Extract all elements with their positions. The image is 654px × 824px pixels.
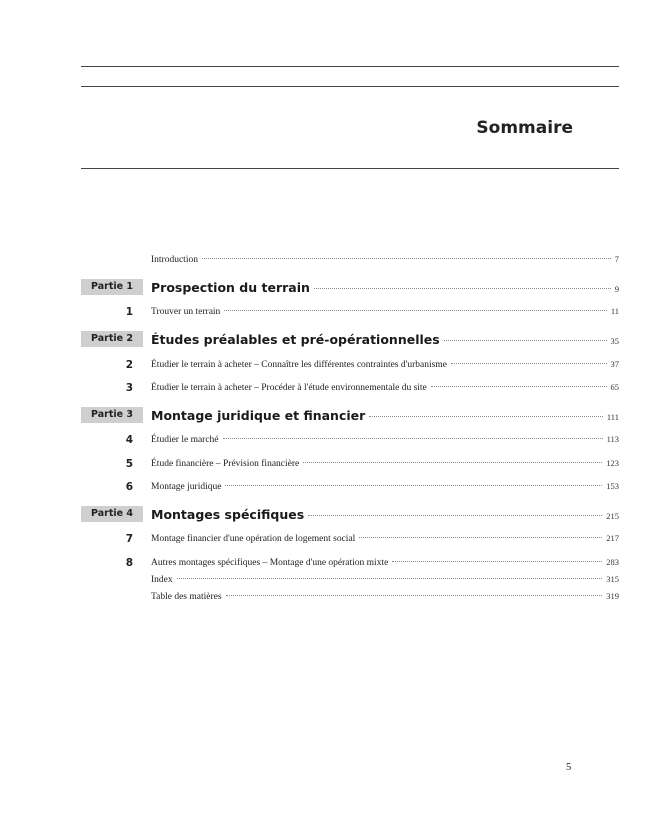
entry-label: Autres montages spécifiques – Montage d'une opération mixte bbox=[151, 558, 389, 568]
leader-dots bbox=[444, 340, 607, 341]
entry-page: 113 bbox=[606, 434, 619, 444]
part-label: Prospection du terrain bbox=[151, 280, 310, 295]
chapter-number: 3 bbox=[125, 382, 133, 394]
entry-label: Montage financier d'une opération de logement social bbox=[151, 534, 356, 544]
entry-page: 217 bbox=[606, 533, 619, 543]
chapter-number: 5 bbox=[125, 458, 133, 470]
leader-dots bbox=[226, 595, 603, 596]
chapter-number: 7 bbox=[125, 533, 133, 545]
entry-page: 319 bbox=[606, 591, 619, 601]
entry-page: 123 bbox=[606, 458, 619, 468]
top-rule-2 bbox=[81, 86, 619, 87]
entry-label: Montage juridique bbox=[151, 482, 222, 492]
leader-dots bbox=[369, 416, 603, 417]
footer-page-number: 5 bbox=[566, 762, 572, 773]
entry-label: Trouver un terrain bbox=[151, 307, 221, 317]
entry-page: 35 bbox=[610, 336, 619, 346]
leader-dots bbox=[224, 310, 607, 311]
part-label: Études préalables et pré-opérationnelles bbox=[151, 332, 440, 347]
entry-page: 215 bbox=[606, 511, 619, 521]
entry-page: 315 bbox=[606, 574, 619, 584]
title-rule bbox=[81, 168, 619, 169]
entry-page: 153 bbox=[606, 481, 619, 491]
entry-label: Introduction bbox=[151, 255, 198, 265]
entry-page: 11 bbox=[610, 306, 619, 316]
leader-dots bbox=[392, 561, 602, 562]
chapter-number: 1 bbox=[125, 306, 133, 318]
entry-label: Étudier le terrain à acheter – Procéder à l'étude environnementale du site bbox=[151, 383, 427, 393]
entry-page: 7 bbox=[614, 254, 619, 264]
part-badge: Partie 3 bbox=[81, 407, 143, 423]
entry-page: 65 bbox=[610, 382, 619, 392]
leader-dots bbox=[223, 438, 603, 439]
part-badge: Partie 1 bbox=[81, 279, 143, 295]
chapter-number: 4 bbox=[125, 434, 133, 446]
leader-dots bbox=[431, 386, 607, 387]
entry-label: Table des matières bbox=[151, 592, 222, 602]
entry-label: Étudier le marché bbox=[151, 435, 219, 445]
leader-dots bbox=[225, 485, 602, 486]
entry-page: 283 bbox=[606, 557, 619, 567]
entry-page: 111 bbox=[606, 412, 619, 422]
entry-label: Étudier le terrain à acheter – Connaître les différentes contraintes d'urbanisme bbox=[151, 360, 447, 370]
leader-dots bbox=[177, 578, 603, 579]
leader-dots bbox=[308, 515, 602, 516]
leader-dots bbox=[314, 288, 611, 289]
part-badge: Partie 4 bbox=[81, 506, 143, 522]
chapter-number: 6 bbox=[125, 481, 133, 493]
page-title: Sommaire bbox=[476, 118, 573, 138]
part-label: Montage juridique et financier bbox=[151, 408, 366, 423]
part-badge: Partie 2 bbox=[81, 331, 143, 347]
leader-dots bbox=[303, 462, 602, 463]
entry-label: Étude financière – Prévision financière bbox=[151, 459, 300, 469]
leader-dots bbox=[202, 258, 611, 259]
chapter-number: 8 bbox=[125, 557, 133, 569]
part-label: Montages spécifiques bbox=[151, 507, 305, 522]
top-rule-1 bbox=[81, 66, 619, 67]
leader-dots bbox=[359, 537, 602, 538]
leader-dots bbox=[451, 363, 607, 364]
entry-label: Index bbox=[151, 575, 173, 585]
entry-page: 37 bbox=[610, 359, 619, 369]
entry-page: 9 bbox=[614, 284, 619, 294]
chapter-number: 2 bbox=[125, 359, 133, 371]
